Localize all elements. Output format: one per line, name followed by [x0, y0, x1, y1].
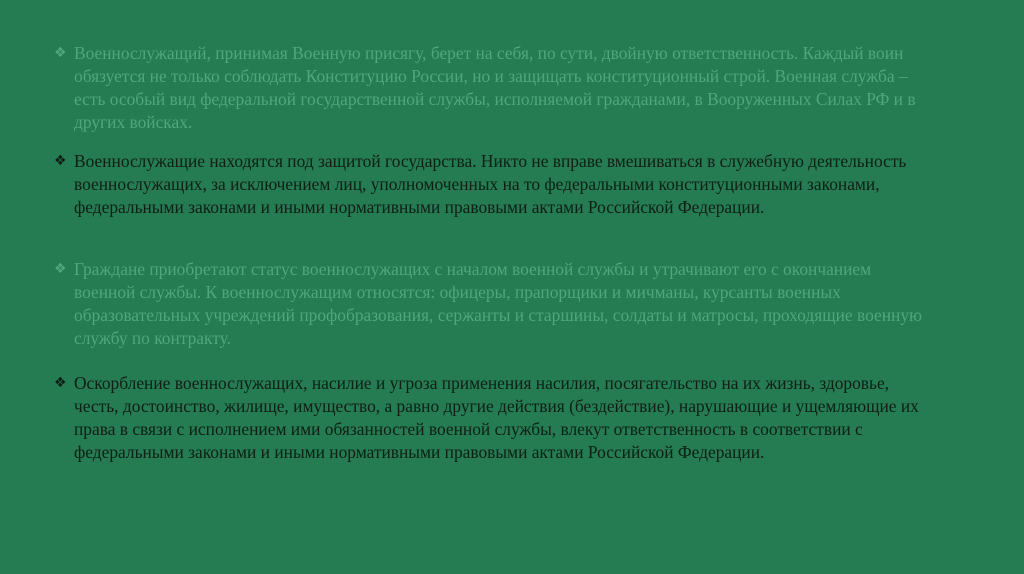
diamond-bullet-icon: ❖ [54, 375, 67, 391]
bullet-text: Военнослужащие находятся под защитой государства. Никто не вправе вмешиваться в служебную деятельность военнослужащих, за исключением лиц, уполномоченных на то федеральными конституционными законами, федеральными законами и иными нормативными правовыми актами Российской Федерации. [74, 151, 907, 217]
diamond-bullet-icon: ❖ [54, 45, 67, 61]
bullet-item-status [54, 258, 934, 350]
bullet-item-oath [54, 42, 934, 134]
diamond-bullet-icon: ❖ [54, 153, 67, 169]
bullet-item-state-protection [54, 150, 934, 219]
bullet-item-liability [54, 372, 934, 464]
diamond-bullet-icon: ❖ [54, 261, 67, 277]
bullet-text: Оскорбление военнослужащих, насилие и угроза применения насилия, посягательство на их жизнь, здоровье, честь, достоинство, жилище, имущество, а равно другие действия (бездействие), нарушающие и ущемляющие их права в связи с исполнением ими обязанностей военной службы, влекут ответственность в соответствии с федеральными законами и иными нормативными правовыми актами Российской Федерации. [74, 373, 919, 462]
bullet-text: Военнослужащий, принимая Военную присягу, берет на себя, по сути, двойную ответственность. Каждый воин обязуется не только соблюдать Конституцию России, но и защищать конституционный строй. Военная служба – есть особый вид федеральной государственной службы, исполняемой гражданами, в Вооруженных Силах РФ и в других войсках. [74, 43, 916, 132]
bullet-text: Граждане приобретают статус военнослужащих с началом военной службы и утрачивают его с окончанием военной службы. К военнослужащим относятся: офицеры, прапорщики и мичманы, курсанты военных образовательных учреждений профобразования, сержанты и старшины, солдаты и матросы, проходящие военную службу по контракту. [74, 259, 923, 348]
